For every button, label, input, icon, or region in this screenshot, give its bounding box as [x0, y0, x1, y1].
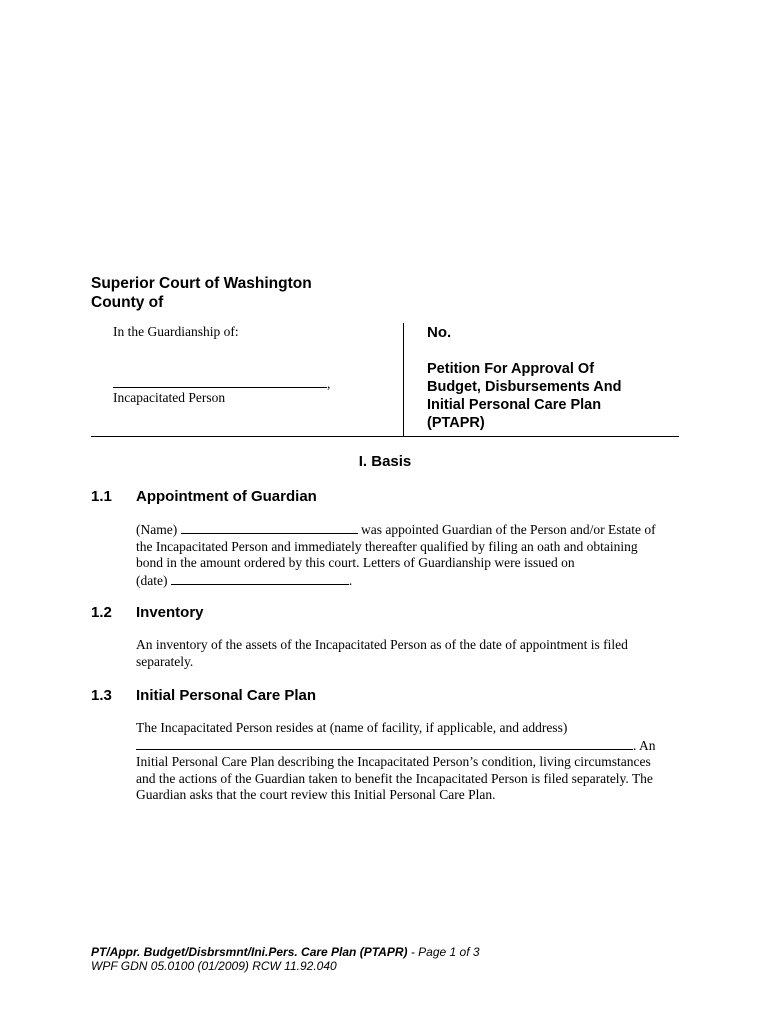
title-line: Budget, Disbursements And — [427, 379, 622, 395]
item-title: Inventory — [136, 604, 204, 621]
guardian-name-blank — [181, 521, 358, 534]
item-title: Initial Personal Care Plan — [136, 687, 317, 704]
guardianship-label: In the Guardianship of: — [113, 324, 239, 339]
caption-divider — [403, 323, 404, 437]
item-number: 1.3 — [91, 687, 112, 704]
incapacitated-person-label: Incapacitated Person — [113, 390, 226, 405]
person-name-blank — [113, 387, 327, 388]
footer-form-title: PT/Appr. Budget/Disbrsmnt/Ini.Pers. Care Plan (PTAPR) — [91, 945, 408, 959]
appointment-paragraph: (Name) was appointed Guardian of the Person and/or Estate of the Incapacitated Person and immediately thereafter qualified by filing an oath and obtaining bond in the amount ordered by this court. Letters of Guardianship were issued on (date) . — [136, 522, 656, 588]
care-plan-paragraph: The Incapacitated Person resides at (name of facility, if applicable, and address) . An Initial Personal Care Plan describing the Incapacitated Person’s condition, living circumstances and the actions of the Guardian taken to benefit the Incapacitated Person is filed separately. The Guardian asks that the court review this Initial Personal Care Plan. — [136, 720, 656, 802]
title-line: (PTAPR) — [427, 415, 485, 431]
section-heading: I. Basis — [358, 453, 412, 470]
title-line: Petition For Approval Of — [427, 361, 595, 377]
case-number-label: No. — [427, 324, 452, 341]
footer-page-info: - Page 1 of 3 — [407, 945, 480, 959]
document-title — [427, 360, 621, 432]
address-blank — [136, 737, 633, 750]
court-name: Superior Court of Washington — [91, 275, 312, 292]
page-footer — [91, 945, 480, 973]
title-line: Initial Personal Care Plan — [427, 397, 602, 413]
item-number: 1.1 — [91, 488, 112, 505]
county-label: County of — [91, 294, 164, 311]
item-number: 1.2 — [91, 604, 112, 621]
footer-form-code: WPF GDN 05.0100 (01/2009) RCW 11.92.040 — [91, 959, 337, 973]
court-header — [91, 274, 312, 312]
inventory-paragraph: An inventory of the assets of the Incapacitated Person as of the date of appointment is filed separately. — [136, 637, 628, 669]
blank-comma: , — [327, 376, 331, 391]
caption-rule — [91, 436, 679, 437]
item-title: Appointment of Guardian — [136, 488, 317, 505]
date-blank — [171, 572, 349, 585]
